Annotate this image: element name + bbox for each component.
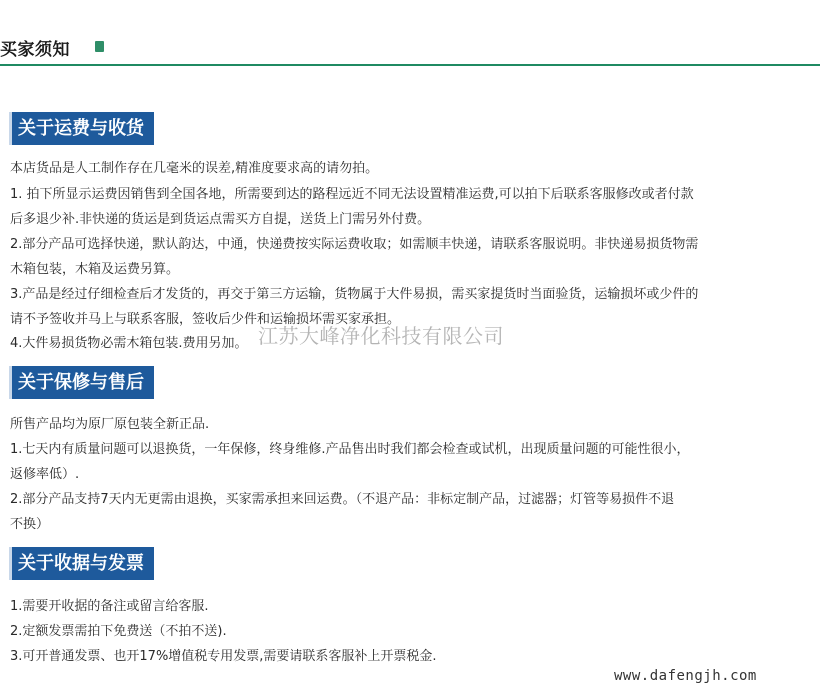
warranty-line: 所售产品均为原厂原包装全新正品. <box>10 417 210 432</box>
shipping-line: 1. 拍下所显示运费因销售到全国各地，所需要到达的路程远近不同无法设置精准运费,可以拍下后联系客服修改或者付款 <box>10 187 694 202</box>
warranty-line: 返修率低）. <box>10 467 80 482</box>
section-title-shipping: 关于运费与收货 <box>9 112 154 145</box>
shipping-line: 4.大件易损货物必需木箱包装.费用另加。 <box>10 336 248 351</box>
section-title-invoice: 关于收据与发票 <box>9 547 154 580</box>
invoice-line: 1.需要开收据的备注或留言给客服. <box>10 599 209 614</box>
shipping-line: 3.产品是经过仔细检查后才发货的，再交于第三方运输，货物属于大件易损，需买家提货时当面验货，运输损坏或少件的 <box>10 287 699 302</box>
warranty-line: 2.部分产品支持7天内无更需由退换，买家需承担来回运费。（不退产品：非标定制产品，过滤器；灯管等易损件不退 <box>10 492 675 507</box>
invoice-line: 3.可开普通发票、也开17%增值税专用发票,需要请联系客服补上开票税金. <box>10 649 437 664</box>
header-divider <box>0 64 820 66</box>
shipping-line: 本店货品是人工制作存在几毫米的误差,精准度要求高的请勿拍。 <box>10 161 379 176</box>
shipping-line: 木箱包装，木箱及运费另算。 <box>10 262 180 277</box>
shipping-line: 2.部分产品可选择快递，默认韵达，中通，快递费按实际运费收取；如需顺丰快递，请联系客服说明。非快递易损货物需 <box>10 237 699 252</box>
page-title: 买家须知 <box>0 40 70 60</box>
shipping-line: 后多退少补.非快递的货运是到货运点需买方自提，送货上门需另外付费。 <box>10 212 431 227</box>
green-square-icon <box>95 41 104 52</box>
warranty-line: 不换） <box>10 517 50 532</box>
section-title-warranty: 关于保修与售后 <box>9 366 154 399</box>
page-header <box>0 32 820 66</box>
invoice-line: 2.定额发票需拍下免费送（不拍不送). <box>10 624 227 639</box>
shipping-line: 请不予签收并马上与联系客服，签收后少件和运输损坏需买家承担。 <box>10 312 401 327</box>
company-watermark: 江苏大峰净化科技有限公司 <box>258 324 504 348</box>
warranty-line: 1.七天内有质量问题可以退换货，一年保修，终身维修.产品售出时我们都会检查或试机，出现质量问题的可能性很小， <box>10 442 690 457</box>
site-url: www.dafengjh.com <box>614 668 757 684</box>
